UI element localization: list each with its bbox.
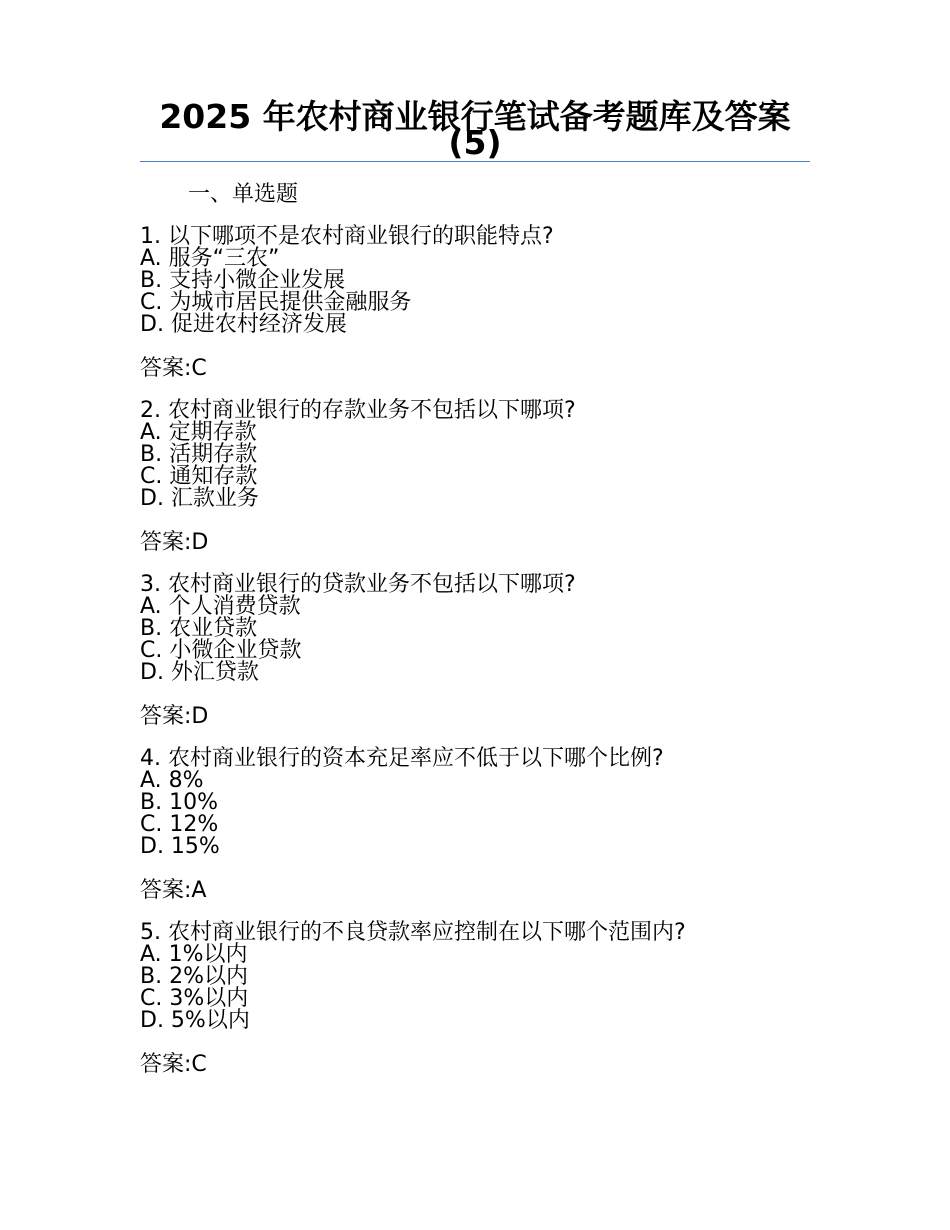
option-c: C. 通知存款 [140, 464, 258, 489]
question-block [140, 748, 820, 905]
document-title: 2025 年农村商业银行笔试备考题库及答案(5) [159, 97, 791, 162]
option-d: D. 5%以内 [140, 1008, 250, 1033]
question-stem: 4. 农村商业银行的资本充足率应不低于以下哪个比例? [140, 746, 664, 771]
option-b: B. 10% [140, 790, 218, 815]
answer-line: 答案:D [140, 530, 209, 555]
answer-line: 答案:C [140, 356, 207, 381]
option-c: C. 为城市居民提供金融服务 [140, 290, 412, 315]
question-stem: 5. 农村商业银行的不良贷款率应控制在以下哪个范围内? [140, 920, 686, 945]
question-block [140, 574, 820, 731]
title-underline [140, 161, 810, 162]
option-d: D. 汇款业务 [140, 486, 259, 511]
question-stem: 1. 以下哪项不是农村商业银行的职能特点? [140, 224, 554, 249]
option-d: D. 15% [140, 834, 220, 859]
question-block [140, 226, 820, 383]
option-c: C. 3%以内 [140, 986, 249, 1011]
option-a: A. 定期存款 [140, 420, 257, 445]
answer-line: 答案:D [140, 704, 209, 729]
option-b: B. 农业贷款 [140, 616, 258, 641]
answer-line: 答案:C [140, 1052, 207, 1077]
option-d: D. 外汇贷款 [140, 660, 259, 685]
option-b: B. 2%以内 [140, 964, 248, 989]
option-c: C. 小微企业贷款 [140, 638, 302, 663]
option-a: A. 服务“三农” [140, 246, 280, 271]
option-b: B. 活期存款 [140, 442, 258, 467]
option-d: D. 促进农村经济发展 [140, 312, 347, 337]
option-c: C. 12% [140, 812, 219, 837]
answer-line: 答案:A [140, 878, 207, 903]
option-b: B. 支持小微企业发展 [140, 268, 346, 293]
question-stem: 3. 农村商业银行的贷款业务不包括以下哪项? [140, 572, 576, 597]
question-block [140, 922, 820, 1079]
section-heading: 一、单选题 [188, 182, 299, 207]
option-a: A. 个人消费贷款 [140, 594, 301, 619]
option-a: A. 8% [140, 768, 204, 793]
option-a: A. 1%以内 [140, 942, 248, 967]
question-stem: 2. 农村商业银行的存款业务不包括以下哪项? [140, 398, 576, 423]
question-block [140, 400, 820, 557]
